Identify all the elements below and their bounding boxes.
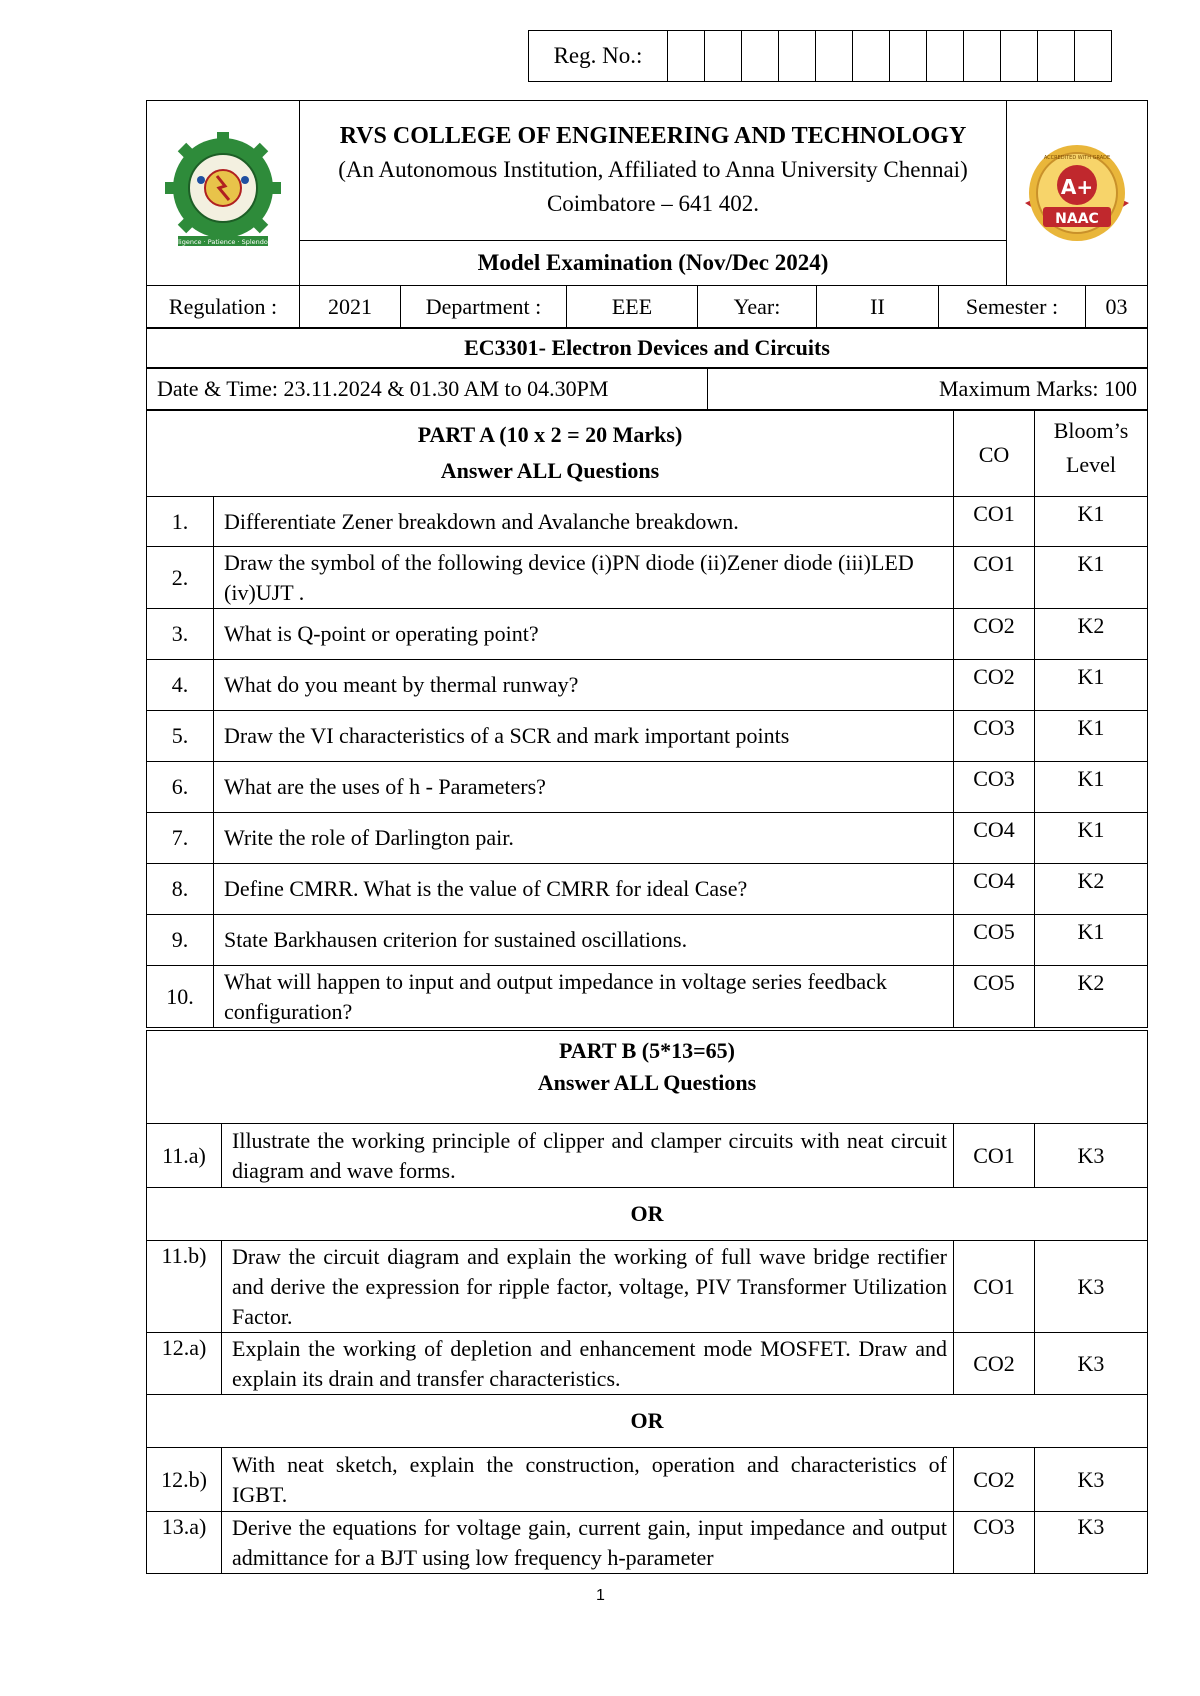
table-row [147, 966, 1148, 1028]
year-value: II [817, 286, 939, 329]
question-text: What is Q-point or operating point? [214, 609, 954, 660]
table-row [147, 864, 1148, 915]
reg-digit-cell [1001, 31, 1038, 82]
question-number: 3. [147, 609, 214, 660]
question-level: K3 [1035, 1333, 1148, 1395]
question-text: What will happen to input and output impedance in voltage series feedback configuration? [214, 966, 954, 1028]
question-number: 7. [147, 813, 214, 864]
naac-name: NAAC [1055, 210, 1099, 227]
page-number: 1 [596, 1587, 605, 1604]
reg-digit-cell [927, 31, 964, 82]
question-co: CO3 [954, 1512, 1035, 1574]
reg-digit-cell [668, 31, 705, 82]
table-row [147, 1241, 1148, 1333]
table-row [147, 497, 1148, 547]
table-row [147, 813, 1148, 864]
question-level: K2 [1035, 966, 1148, 1028]
question-text: Differentiate Zener breakdown and Avalanche breakdown. [214, 497, 954, 547]
question-co: CO2 [954, 660, 1035, 711]
question-level: K1 [1035, 660, 1148, 711]
table-row [147, 762, 1148, 813]
question-co: CO1 [954, 547, 1035, 609]
question-number: 12.b) [147, 1448, 222, 1512]
semester-label: Semester : [939, 286, 1086, 329]
reg-digit-cell [964, 31, 1001, 82]
naac-ring-text: ACCREDITED WITH GRADE [1043, 154, 1111, 161]
question-text: Define CMRR. What is the value of CMRR for ideal Case? [214, 864, 954, 915]
question-co: CO5 [954, 966, 1035, 1028]
college-name: RVS COLLEGE OF ENGINEERING AND TECHNOLOGY [339, 123, 967, 150]
question-text: Explain the working of depletion and enhancement mode MOSFET. Draw and explain its drain and transfer characteristics. [222, 1333, 954, 1395]
reg-digit-cell [816, 31, 853, 82]
question-number: 5. [147, 711, 214, 762]
question-level: K1 [1035, 813, 1148, 864]
table-row [147, 547, 1148, 609]
question-level: K1 [1035, 762, 1148, 813]
question-text: Draw the circuit diagram and explain the working of full wave bridge rectifier and derive the expression for ripple factor, voltage, PIV Transformer Utilization Factor. [222, 1241, 954, 1333]
question-co: CO3 [954, 711, 1035, 762]
question-co: CO2 [954, 1448, 1035, 1512]
course-title: EC3301- Electron Devices and Circuits [147, 328, 1148, 369]
part-b-table [146, 1030, 1148, 1574]
year-label: Year: [698, 286, 817, 329]
bloom-header: Bloom’s Level [1035, 410, 1148, 497]
college-title-cell [300, 101, 1007, 241]
part-a-table [146, 409, 1148, 1028]
naac-grade: A+ [1060, 174, 1094, 199]
regulation-value: 2021 [300, 286, 401, 329]
question-co: CO4 [954, 864, 1035, 915]
question-co: CO2 [954, 1333, 1035, 1395]
question-co: CO2 [954, 609, 1035, 660]
question-co: CO5 [954, 915, 1035, 966]
question-text: With neat sketch, explain the construction, operation and characteristics of IGBT. [222, 1448, 954, 1512]
table-row [147, 1512, 1148, 1574]
college-affiliation: (An Autonomous Institution, Affiliated to Anna University Chennai) [338, 157, 968, 183]
question-level: K1 [1035, 497, 1148, 547]
question-text: What are the uses of h - Parameters? [214, 762, 954, 813]
question-co: CO1 [954, 1241, 1035, 1333]
part-a-subtitle: Answer ALL Questions [440, 458, 660, 483]
question-level: K1 [1035, 711, 1148, 762]
exam-header [146, 100, 1148, 286]
part-a-header [147, 410, 954, 497]
max-marks: Maximum Marks: 100 [708, 368, 1148, 411]
or-divider: OR [147, 1188, 1148, 1241]
question-level: K3 [1035, 1241, 1148, 1333]
question-number: 12.a) [147, 1333, 222, 1395]
table-row [147, 609, 1148, 660]
table-row [147, 660, 1148, 711]
table-row [147, 1333, 1148, 1395]
question-level: K3 [1035, 1512, 1148, 1574]
department-label: Department : [401, 286, 567, 329]
exam-title: Model Examination (Nov/Dec 2024) [300, 240, 1007, 285]
logo-motto: Diligence · Patience · Splendour [171, 237, 275, 246]
table-row [147, 915, 1148, 966]
question-number: 10. [147, 966, 214, 1028]
part-b-subtitle: Answer ALL Questions [537, 1070, 757, 1095]
question-level: K2 [1035, 609, 1148, 660]
question-text: State Barkhausen criterion for sustained oscillations. [214, 915, 954, 966]
question-text: Draw the VI characteristics of a SCR and mark important points [214, 711, 954, 762]
question-co: CO4 [954, 813, 1035, 864]
question-number: 13.a) [147, 1512, 222, 1574]
question-level: K1 [1035, 915, 1148, 966]
question-text: Write the role of Darlington pair. [214, 813, 954, 864]
reg-digit-cell [742, 31, 779, 82]
question-text: Draw the symbol of the following device (i)PN diode (ii)Zener diode (iii)LED (iv)UJT . [214, 547, 954, 609]
question-level: K3 [1035, 1448, 1148, 1512]
naac-badge [1017, 131, 1137, 251]
question-number: 9. [147, 915, 214, 966]
table-row [147, 1448, 1148, 1512]
meta-row [146, 285, 1148, 329]
question-level: K1 [1035, 547, 1148, 609]
part-b-title: PART B (5*13=65) [559, 1038, 735, 1063]
question-text: Illustrate the working principle of clipper and clamper circuits with neat circuit diagram and wave forms. [222, 1124, 954, 1188]
part-b-header [147, 1031, 1148, 1124]
question-number: 6. [147, 762, 214, 813]
reg-digit-cell [890, 31, 927, 82]
table-row [147, 1124, 1148, 1188]
reg-digit-cell [705, 31, 742, 82]
department-value: EEE [567, 286, 698, 329]
question-co: CO1 [954, 1124, 1035, 1188]
reg-digit-cell [1038, 31, 1075, 82]
reg-digit-cell [1075, 31, 1112, 82]
semester-value: 03 [1086, 286, 1148, 329]
reg-no-label: Reg. No.: [529, 31, 668, 82]
question-number: 1. [147, 497, 214, 547]
question-number: 11.b) [147, 1241, 222, 1333]
question-number: 8. [147, 864, 214, 915]
question-number: 11.a) [147, 1124, 222, 1188]
reg-digit-cell [853, 31, 890, 82]
question-level: K3 [1035, 1124, 1148, 1188]
regulation-label: Regulation : [147, 286, 300, 329]
exam-datetime: Date & Time: 23.11.2024 & 01.30 AM to 04.30PM [147, 368, 708, 411]
table-row [147, 711, 1148, 762]
part-a-title: PART A (10 x 2 = 20 Marks) [417, 422, 683, 447]
question-number: 2. [147, 547, 214, 609]
course-row [146, 327, 1148, 369]
question-level: K2 [1035, 864, 1148, 915]
question-co: CO1 [954, 497, 1035, 547]
question-number: 4. [147, 660, 214, 711]
college-logo [164, 132, 282, 250]
datetime-row [146, 367, 1148, 411]
co-header: CO [954, 410, 1035, 497]
question-text: Derive the equations for voltage gain, current gain, input impedance and output admittance for a BJT using low frequency h-parameter [222, 1512, 954, 1574]
reg-digit-cell [779, 31, 816, 82]
question-text: What do you meant by thermal runway? [214, 660, 954, 711]
naac-logo-cell [1007, 101, 1148, 286]
college-logo-cell [147, 101, 300, 286]
or-divider: OR [147, 1395, 1148, 1448]
college-address: Coimbatore – 641 402. [546, 191, 760, 217]
question-co: CO3 [954, 762, 1035, 813]
reg-no-box [528, 30, 1112, 82]
